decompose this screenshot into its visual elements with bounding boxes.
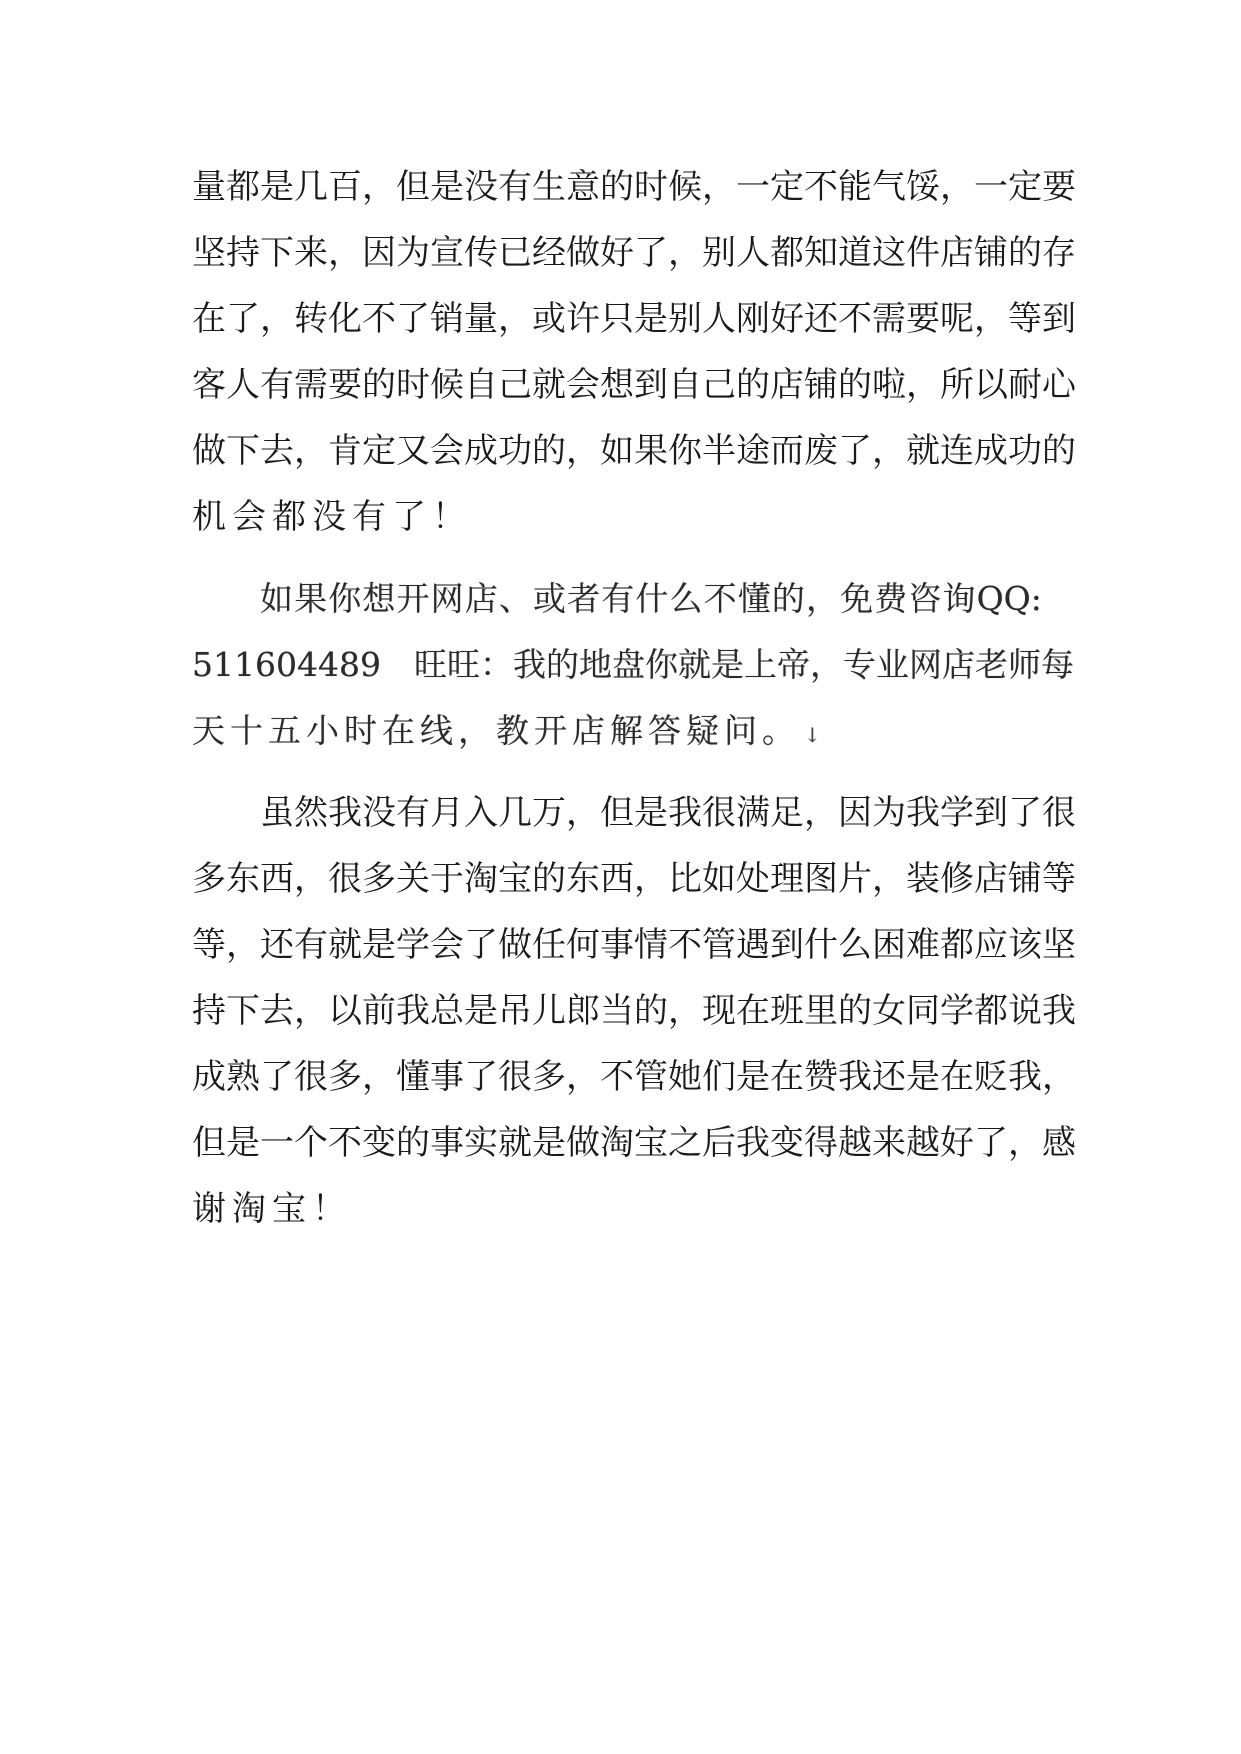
paragraph-3-line-5: 成 熟 了 很 多 ， 懂 事 了 很 多 ， 不 管 她 们 是 在 赞 我 还 是 在 贬 我 ， (192, 1057, 1076, 1097)
paragraph-3-line-2: 多 东 西 ， 很 多 关 于 淘 宝 的 东 西 ， 比 如 处 理 图 片 ， 装 修 店 铺 等 (192, 859, 1076, 899)
paragraph-return-mark: ↓ (804, 723, 826, 747)
contact-line-3-text: 天十五小时在线，教开店解答疑问。 (192, 711, 800, 750)
contact-line-2: 511604489 旺 旺 ： 我 的 地 盘 你 就 是 上 帝 ， 专 业 网 店 老 师 每 (192, 645, 1074, 684)
paragraph-1-line-1: 量 都 是 几 百 ， 但 是 没 有 生 意 的 时 候 ， 一 定 不 能 气 馁 ， 一 定 要 (192, 167, 1076, 207)
contact-line-1: 如 果 你 想 开 网 店 、 或 者 有 什 么 不 懂 的 ， 免 费 咨 询 QQ: (260, 579, 1042, 618)
paragraph-1-line-4: 客 人 有 需 要 的 时 候 自 己 就 会 想 到 自 己 的 店 铺 的 啦 ， 所 以 耐 心 (192, 365, 1076, 405)
paragraph-3-line-3: 等 ， 还 有 就 是 学 会 了 做 任 何 事 情 不 管 遇 到 什 么 困 难 都 应 该 坚 (192, 925, 1076, 965)
paragraph-3-line-7: 谢淘宝！ (192, 1189, 352, 1229)
paragraph-3-line-6: 但 是 一 个 不 变 的 事 实 就 是 做 淘 宝 之 后 我 变 得 越 来 越 好 了 ， 感 (192, 1123, 1076, 1163)
paragraph-3-line-1: 虽 然 我 没 有 月 入 几 万 ， 但 是 我 很 满 足 ， 因 为 我 学 到 了 很 (260, 793, 1076, 833)
paragraph-1-line-5: 做 下 去 ， 肯 定 又 会 成 功 的 ， 如 果 你 半 途 而 废 了 ， 就 连 成 功 的 (192, 431, 1076, 471)
paragraph-3-line-4: 持 下 去 ， 以 前 我 总 是 吊 儿 郎 当 的 ， 现 在 班 里 的 女 同 学 都 说 我 (192, 991, 1076, 1031)
paragraph-1-line-3: 在 了 ， 转 化 不 了 销 量 ， 或 许 只 是 别 人 刚 好 还 不 需 要 呢 ， 等 到 (192, 299, 1076, 339)
paragraph-1-line-6: 机会都没有了！ (192, 497, 472, 537)
contact-line-3 (192, 706, 1054, 756)
paragraph-1-line-2: 坚 持 下 来 ， 因 为 宣 传 已 经 做 好 了 ， 别 人 都 知 道 这 件 店 铺 的 存 (192, 233, 1076, 273)
